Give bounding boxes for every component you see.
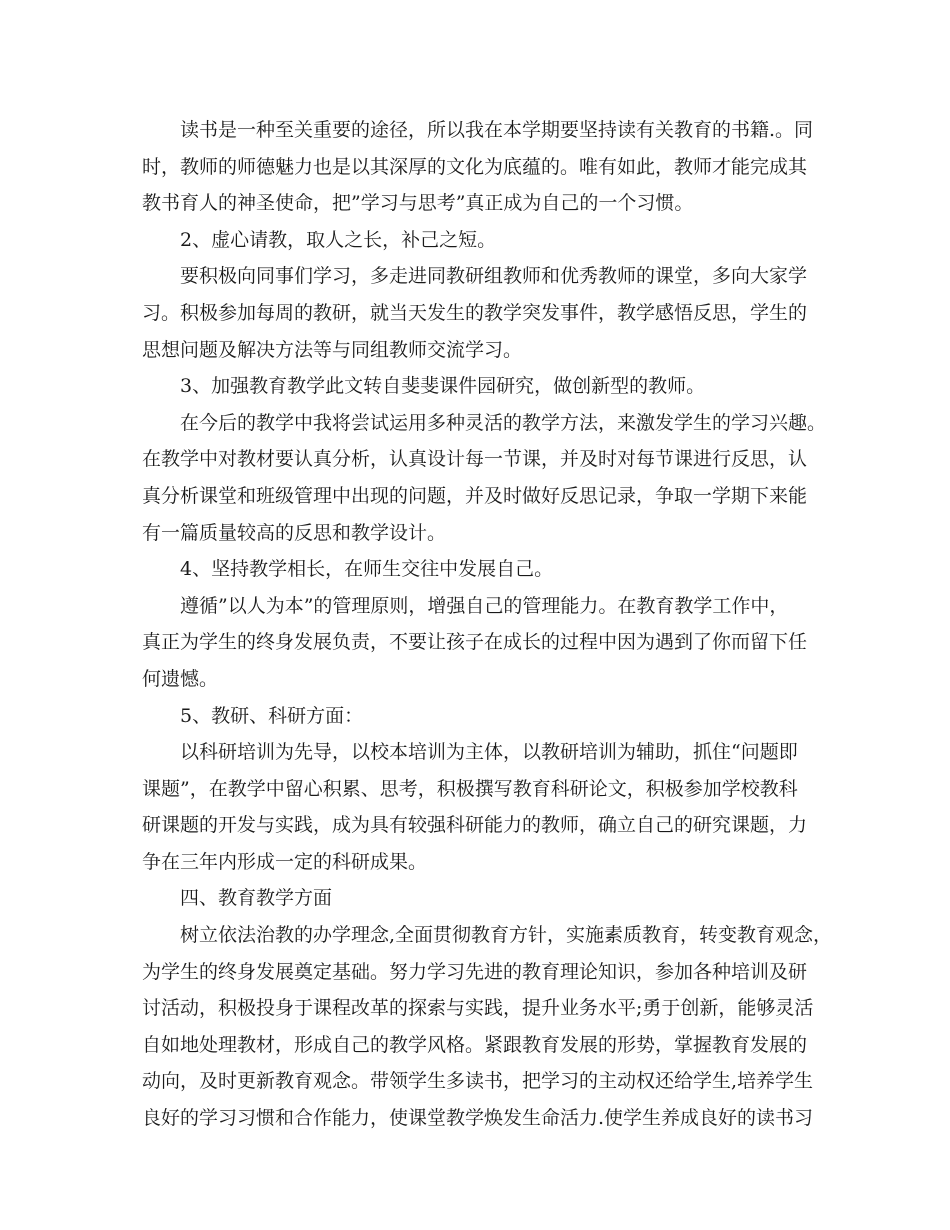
text-line: 遵循”以人为本”的管理原则，增强自己的管理能力。在教育教学工作中， <box>142 594 789 617</box>
text-line: 树立依法治教的办学理念,全面贯彻教育方针，实施素质教育，转变教育观念， <box>142 924 833 947</box>
text-line: 为学生的终身发展奠定基础。努力学习先进的教育理论知识，参加各种培训及研 <box>142 960 808 983</box>
document-body <box>142 112 833 1137</box>
text-line: 自如地处理教材，形成自己的教学风格。紧跟教育发展的形势，掌握教育发展的 <box>142 1033 808 1056</box>
text-line: 动向，及时更新教育观念。带领学生多读书，把学习的主动权还给学生,培养学生 <box>142 1070 814 1093</box>
text-block <box>142 112 833 1137</box>
text-line: 在教学中对教材要认真分析，认真设计每一节课，并及时对每节课进行反思，认 <box>142 448 808 471</box>
text-line: 真分析课堂和班级管理中出现的问题，并及时做好反思记录，争取一学期下来能 <box>142 484 808 507</box>
text-line: 课题”，在教学中留心积累、思考，积极撰写教育科研论文，积极参加学校教科 <box>142 777 798 800</box>
text-line: 研课题的开发与实践，成为具有较强科研能力的教师，确立自己的研究课题，力 <box>142 814 808 837</box>
text-line: 读书是一种至关重要的途径，所以我在本学期要坚持读有关教育的书籍.。同 <box>142 119 814 141</box>
text-line: 时，教师的师德魅力也是以其深厚的文化为底蕴的。唯有如此，教师才能完成其 <box>142 155 808 178</box>
text-line: 有一篇质量较高的反思和教学设计。 <box>142 521 447 544</box>
text-line: 何遗憾。 <box>142 667 219 690</box>
text-line: 良好的学习习惯和合作能力，使课堂教学焕发生命活力.使学生养成良好的读书习 <box>142 1107 814 1130</box>
text-line: 思想问题及解决方法等与同组教师交流学习。 <box>142 338 523 361</box>
section-heading: 四、教育教学方面 <box>142 887 333 910</box>
section-heading: 2、虚心请教，取人之长，补己之短。 <box>142 228 497 251</box>
section-heading: 3、加强教育教学此文转自斐斐课件园研究，做创新型的教师。 <box>142 375 706 398</box>
section-heading: 5、教研、科研方面： <box>142 704 364 727</box>
text-line: 争在三年内形成一定的科研成果。 <box>142 850 428 873</box>
text-line: 要积极向同事们学习，多走进同教研组教师和优秀教师的课堂，多向大家学 <box>142 265 808 288</box>
text-line: 以科研培训为先导，以校本培训为主体，以教研培训为辅助，抓住“问题即 <box>142 741 798 764</box>
text-line: 讨活动，积极投身于课程改革的探索与实践，提升业务水平;勇于创新，能够灵活 <box>142 997 814 1020</box>
section-heading: 4、坚持教学相长，在师生交往中发展自己。 <box>142 558 554 581</box>
text-line: 真正为学生的终身发展负责，不要让孩子在成长的过程中因为遇到了你而留下任 <box>142 631 808 654</box>
text-line: 在今后的教学中我将尝试运用多种灵活的教学方法，来激发学生的学习兴趣。 <box>142 411 827 434</box>
text-line: 习。积极参加每周的教研，就当天发生的教学突发事件，教学感悟反思，学生的 <box>142 301 808 324</box>
text-line: 教书育人的神圣使命，把”学习与思考”真正成为自己的一个习惯。 <box>142 192 694 215</box>
